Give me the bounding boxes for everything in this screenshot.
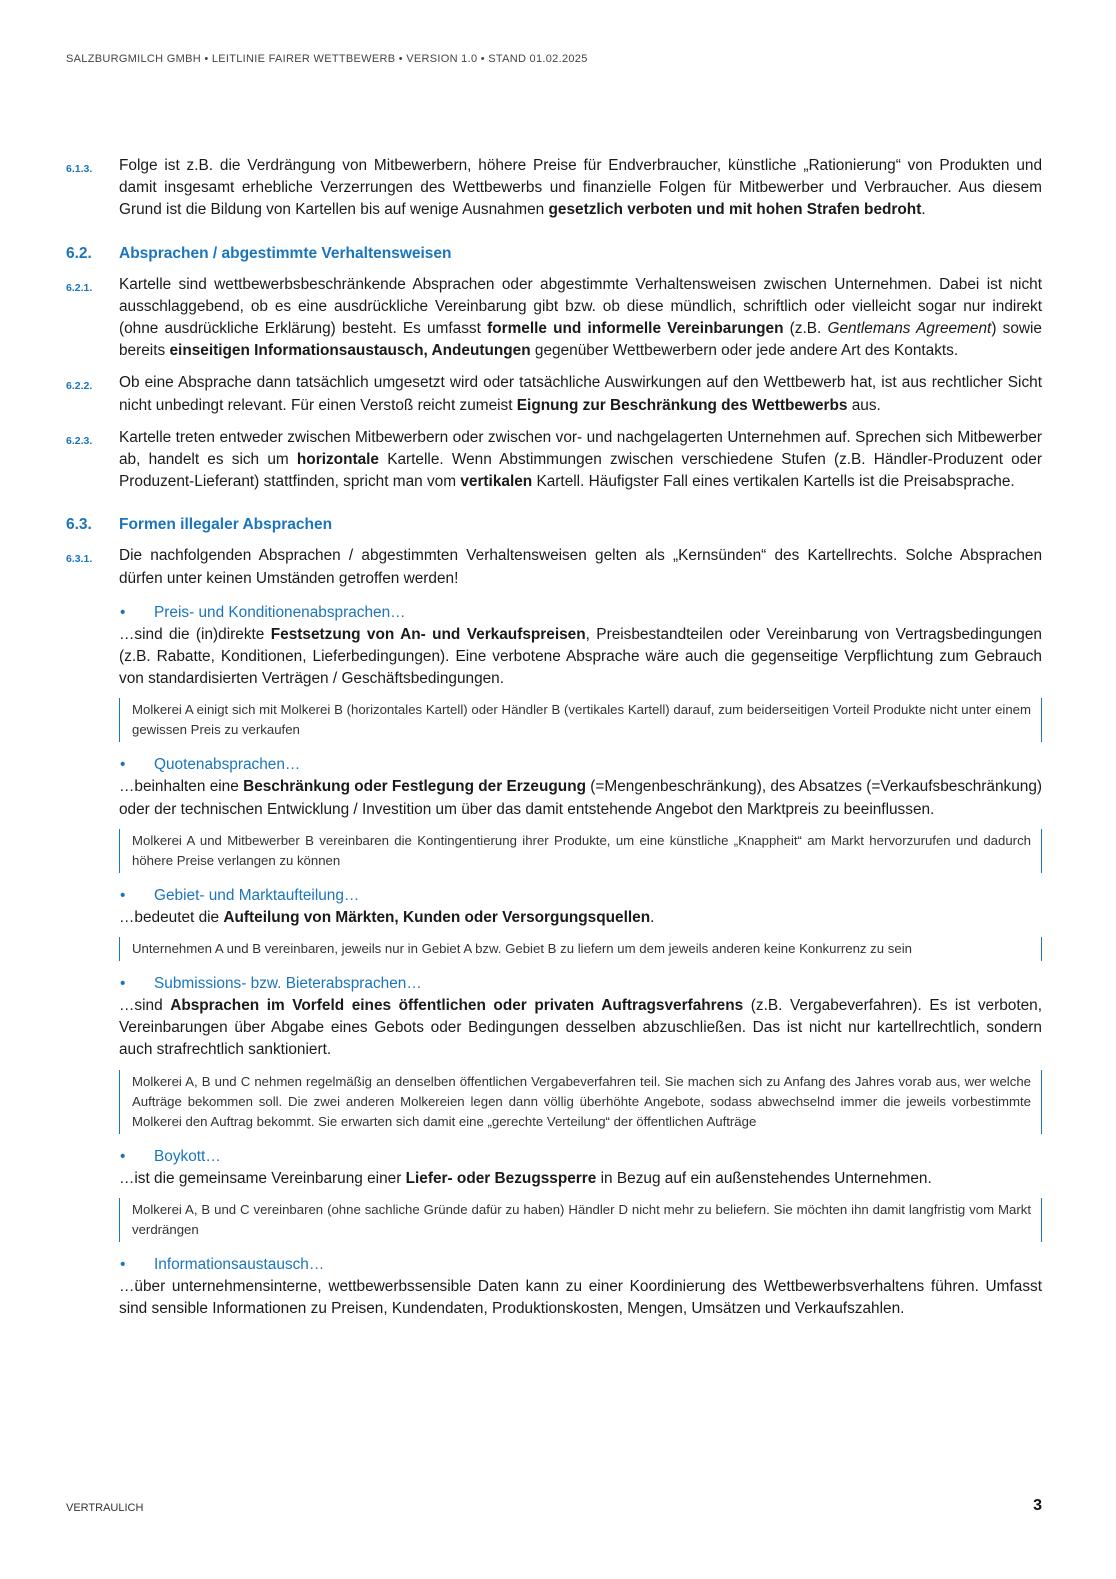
section-heading-6-2 (66, 244, 1042, 264)
bullet-icon: • (120, 1147, 126, 1165)
list-item-title: • Informationsaustausch… (119, 1254, 1042, 1276)
document-header: SALZBURGMILCH GMBH • LEITLINIE FAIRER WETTBEWERB • VERSION 1.0 • STAND 01.02.2025 (66, 53, 588, 65)
paragraph-text: Kartelle treten entweder zwischen Mitbewerbern oder zwischen vor- und nachgelagerten Unternehmen auf. Sprechen sich Mitbewerber ab, handelt es sich um horizontale Kartelle. Wenn Abstimmungen zwischen verschiedene Stufen (z.B. Händler-Produzent oder Produzent-Lieferant) stattfinden, spricht man vom vertikalen Kartell. Häufigster Fall eines vertikalen Kartells ist die Preisabsprache. (119, 428, 1042, 491)
bullet-icon: • (120, 756, 126, 774)
footer-confidential: VERTRAULICH (66, 1502, 144, 1514)
list-item-text: …sind die (in)direkte Festsetzung von An- und Verkaufspreisen, Preisbestandteilen oder Vereinbarung von Vertragsbedingungen (z.B. Rabatte, Konditionen, Lieferbedingungen). Eine verbotene Absprache wäre auch die gegenseitige Verpflichtung zum Gebrauch von standardisierten Verträgen / Geschäftsbedingungen. (119, 625, 1042, 688)
list-item-title: • Gebiet- und Marktaufteilung… (119, 885, 1042, 907)
paragraph-number: 6.2.3. (66, 434, 93, 447)
list-item-informationsaustausch (119, 1254, 1042, 1320)
paragraph-text: Kartelle sind wettbewerbsbeschränkende Absprachen oder abgestimmte Verhaltensweisen zwischen Unternehmen. Dabei ist nicht ausschlaggebend, ob es eine ausdrückliche Vereinbarung gibt bzw. ob diese mündlich, schriftlich oder vielleicht sogar nur indirekt (ohne ausdrückliche Erklärung) besteht. Es umfasst formelle und informelle Vereinbarungen (z.B. Gentlemans Agreement) sowie bereits einseitigen Informationsaustausch, Andeutungen gegenüber Wettbewerbern oder jede andere Art des Kontakts. (119, 275, 1042, 360)
paragraph-6-1-3 (66, 155, 1042, 222)
example-box: Unternehmen A und B vereinbaren, jeweils nur in Gebiet A bzw. Gebiet B zu liefern um dem jeweils anderen keine Konkurrenz zu sein (119, 937, 1042, 961)
paragraph-text: Folge ist z.B. die Verdrängung von Mitbewerbern, höhere Preise für Endverbraucher, künstliche „Rationierung“ von Produkten und damit insgesamt erhebliche Verzerrungen des Wettbewerbs und finanzielle Folgen für Mitbewerber und Verbraucher. Aus diesem Grund ist die Bildung von Kartellen bis auf wenige Ausnahmen gesetzlich verboten und mit hohen Strafen bedroht. (119, 157, 1042, 219)
list-item-marktaufteilung (119, 885, 1042, 961)
paragraph-text: Die nachfolgenden Absprachen / abgestimmten Verhaltensweisen gelten als „Kernsünden“ des Kartellrechts. Solche Absprachen dürfen unter keinen Umständen getroffen werden! (119, 547, 1042, 587)
list-item-title: • Preis- und Konditionenabsprachen… (119, 602, 1042, 624)
paragraph-number: 6.3.1. (66, 553, 93, 566)
paragraph-text: Ob eine Absprache dann tatsächlich umgesetzt wird oder tatsächliche Auswirkungen auf den Wettbewerb hat, ist aus rechtlicher Sicht nicht unbedingt relevant. Für einen Verstoß reicht zumeist Eignung zur Beschränkung des Wettbewerbs aus. (119, 374, 1042, 414)
page-number: 3 (1033, 1497, 1042, 1514)
paragraph-number: 6.2.1. (66, 281, 93, 294)
list-item-text: …beinhalten eine Beschränkung oder Festlegung der Erzeugung (=Mengenbeschränkung), des Absatzes (=Verkaufsbeschränkung) oder der technischen Entwicklung / Investition um über das damit entstehende Angebot den Marktpreis zu beeinflussen. (119, 778, 1043, 818)
page-content (66, 155, 1042, 1320)
example-box: Molkerei A, B und C vereinbaren (ohne sachliche Gründe dafür zu haben) Händler D nicht mehr zu beliefern. Sie möchten ihn damit langfristig vom Markt verdrängen (119, 1198, 1042, 1242)
section-heading-6-3 (66, 515, 1042, 535)
list-item-text: …über unternehmensinterne, wettbewerbssensible Daten kann zu einer Koordinierung des Wettbewerbsverhaltens führen. Umfasst sind sensible Informationen zu Preisen, Kundendaten, Produktionskosten, Mengen, Umsätzen und Verkaufszahlen. (119, 1277, 1042, 1318)
bullet-icon: • (120, 886, 126, 904)
list-item-bieterabsprachen (119, 973, 1042, 1134)
list-item-title: • Quotenabsprachen… (119, 754, 1042, 776)
section-number: 6.2. (66, 244, 92, 262)
paragraph-6-2-3 (66, 427, 1042, 494)
list-item-boykott (119, 1146, 1042, 1242)
list-item-text: …sind Absprachen im Vorfeld eines öffentlichen oder privaten Auftragsverfahrens (z.B. Vergabeverfahren). Es ist verboten, Vereinbarungen über Abgabe eines Gebots oder Bedingungen desselben abzuschließen. Das ist nicht nur kartellrechtlich, sondern auch strafrechtlich sanktioniert. (119, 997, 1042, 1059)
section-title: Formen illegaler Absprachen (119, 516, 333, 534)
list-item-text: …ist die gemeinsame Vereinbarung einer Liefer- oder Bezugssperre in Bezug auf ein außenstehendes Unternehmen. (119, 1169, 932, 1187)
example-box: Molkerei A einigt sich mit Molkerei B (horizontales Kartell) oder Händler B (vertikales Kartell) darauf, zum beiderseitigen Vorteil Produkte nicht unter einem gewissen Preis zu verkaufen (119, 698, 1042, 742)
section-number: 6.3. (66, 516, 92, 534)
list-item-title: • Submissions- bzw. Bieterabsprachen… (119, 973, 1042, 995)
bullet-icon: • (120, 1255, 126, 1273)
list-item-text: …bedeutet die Aufteilung von Märkten, Kunden oder Versorgungsquellen. (119, 908, 655, 926)
paragraph-6-2-2 (66, 372, 1042, 416)
section-title: Absprachen / abgestimmte Verhaltensweisen (119, 244, 452, 262)
bullet-icon: • (120, 603, 126, 621)
paragraph-6-3-1 (66, 545, 1042, 589)
paragraph-6-2-1 (66, 274, 1042, 363)
list-item-title: • Boykott… (119, 1146, 1042, 1168)
example-box: Molkerei A, B und C nehmen regelmäßig an denselben öffentlichen Vergabeverfahren teil. Sie machen sich zu Anfang des Jahres vorab aus, wer welche Aufträge bekommen soll. Die zwei anderen Molkereien legen dann völlig überhöhte Angebote, sodass abwechselnd immer die jeweils vorbestimmte Molkerei den Auftrag bekommt. Sie erwarten sich damit eine „gerechte Verteilung“ der öffentlichen Aufträge (119, 1070, 1042, 1134)
paragraph-number: 6.1.3. (66, 163, 93, 175)
list-item-quotenabsprachen (119, 754, 1042, 872)
bullet-icon: • (120, 975, 126, 993)
example-box: Molkerei A und Mitbewerber B vereinbaren die Kontingentierung ihrer Produkte, um eine künstliche „Knappheit“ am Markt hervorzurufen und dadurch höhere Preise verlangen zu können (119, 829, 1042, 873)
paragraph-number: 6.2.2. (66, 380, 93, 393)
list-item-preisabsprachen (119, 602, 1042, 743)
